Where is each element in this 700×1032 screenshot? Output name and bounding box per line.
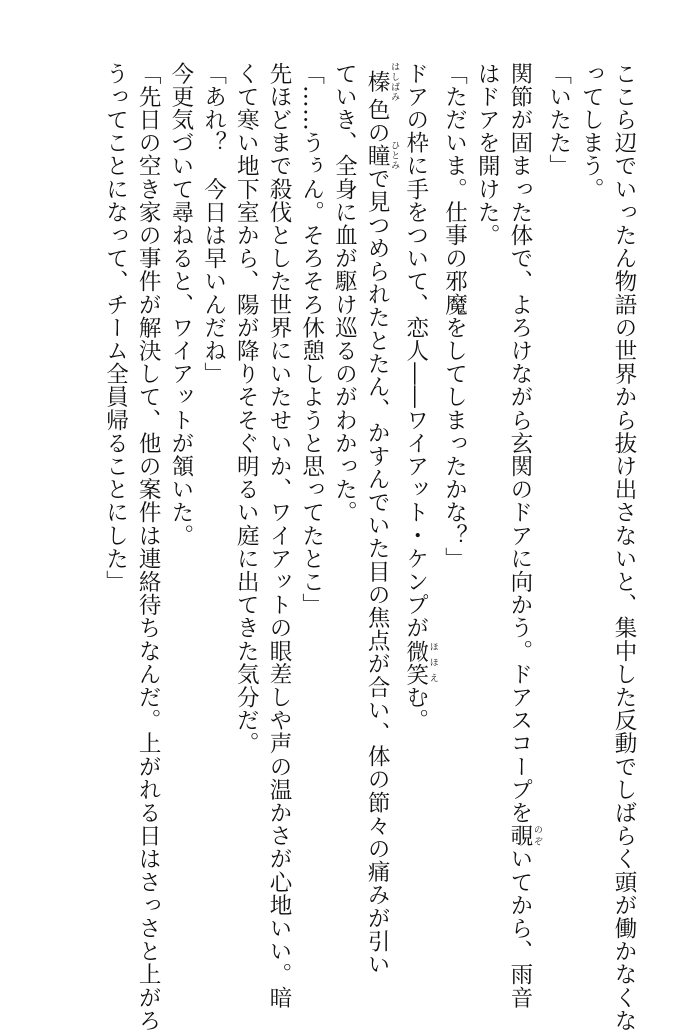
ruby-reading: はしばみ xyxy=(389,62,400,102)
ruby-annotation: 微笑 ほほえ xyxy=(402,639,438,686)
text-line: 榛 はしばみ色の瞳 ひとみで見つめられたとたん、かすんでいた目の焦点が合い、体の節々の痛みが引い xyxy=(364,62,400,976)
text-line: ドアの枠に手をついて、恋人――ワイアット・ケンプが微笑 ほほえむ。 xyxy=(402,62,438,732)
ruby-annotation: 榛 はしばみ xyxy=(364,62,400,102)
text-line: 「ただいま。仕事の邪魔をしてしまったかな？」 xyxy=(441,62,468,571)
text-line: 「……うぅん。そろそろ休憩しようと思ってたとこ」 xyxy=(298,62,325,617)
ruby-reading: のぞ xyxy=(531,824,542,848)
text-line: ってしまう。 xyxy=(578,62,605,201)
text-line: 今更気づいて尋ねると、ワイアットが頷いた。 xyxy=(167,62,194,548)
text-line: 関節が固まった体で、よろけながら玄関のドアに向かう。ドアスコープを覗 のぞいてから、雨音 xyxy=(506,62,542,1010)
ruby-reading: ひとみ xyxy=(389,140,400,171)
text-line: 「いたた」 xyxy=(545,62,572,178)
text-line: 「あれ？ 今日は早いんだね」 xyxy=(200,62,227,386)
text-line: 「先日の空き家の事件が解決して、他の案件は連絡待ちなんだ。上がれる日はさっさと上がろ xyxy=(135,62,162,1032)
text-line: くて寒い地下室から、陽が降りそそぐ明るい庭に出てきた気分だ。 xyxy=(233,62,260,755)
text-line: 先ほどまで殺伐とした世界にいたせいか、ワイアットの眼差しや声の温かさが心地いい。暗 xyxy=(265,62,292,1010)
text-line: うってことになって、チーム全員帰ることにした」 xyxy=(102,62,129,594)
vertical-text-body xyxy=(40,62,640,1032)
text-line: ていき、全身に血が駆け巡るのがわかった。 xyxy=(331,62,358,524)
text-line: はドアを開けた。 xyxy=(474,62,501,247)
text-line: ここら辺でいったん物語の世界から抜け出さないと、集中した反動でしばらく頭が働かなくな xyxy=(611,62,637,1032)
ruby-reading: ほほえ xyxy=(427,639,438,686)
ruby-annotation: 覗 のぞ xyxy=(506,824,542,848)
ruby-annotation: 瞳 ひとみ xyxy=(364,140,400,171)
